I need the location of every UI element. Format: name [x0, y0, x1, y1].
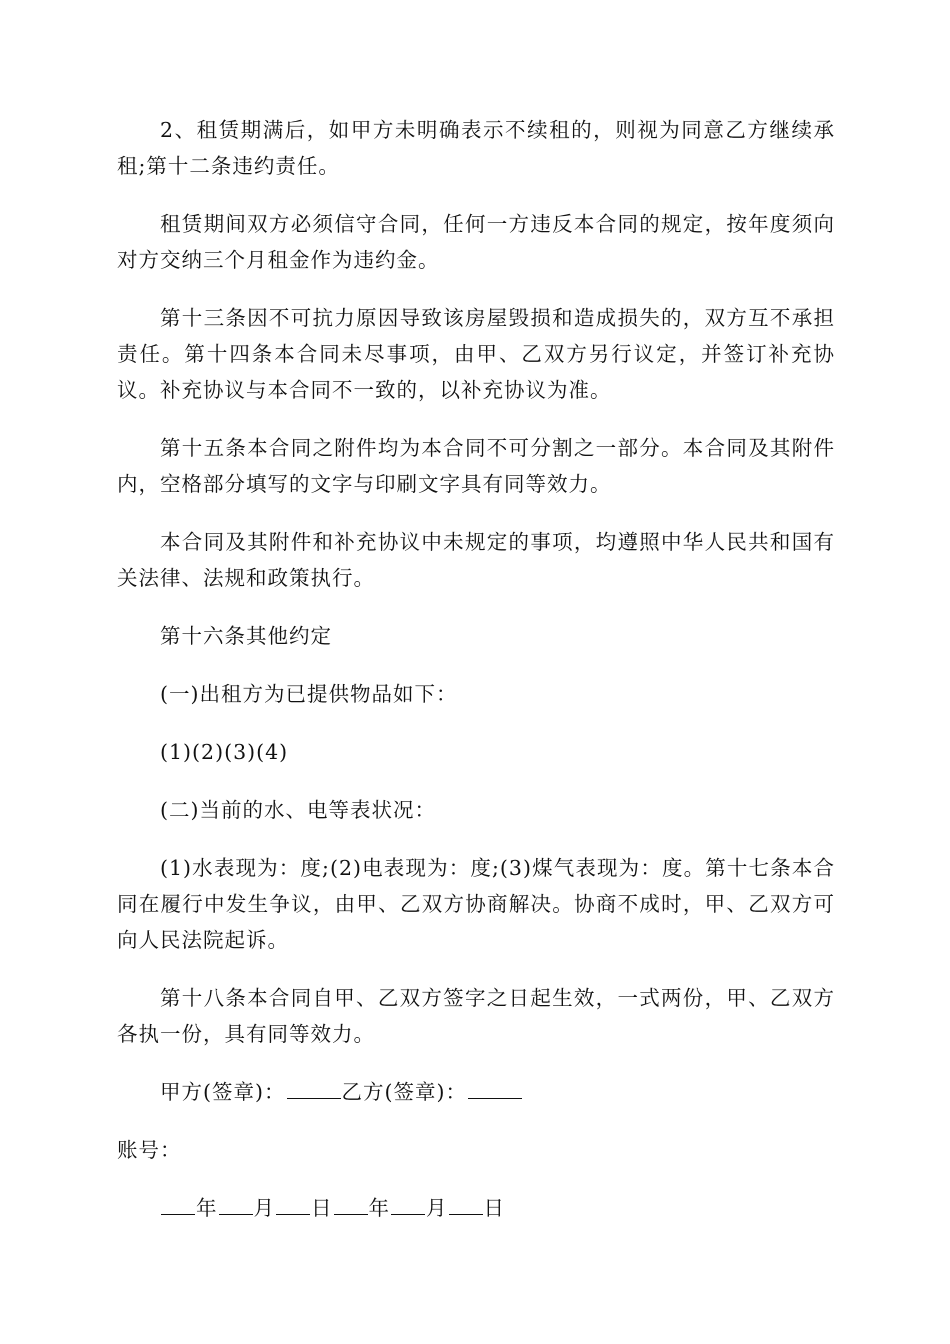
signature-line — [117, 1074, 835, 1110]
paragraph-article-18: 第十八条本合同自甲、乙双方签字之日起生效，一式两份，甲、乙双方各执一份，具有同等效力。 — [117, 986, 835, 1046]
day-label-a: 日 — [311, 1196, 333, 1220]
year-label-b: 年 — [368, 1196, 390, 1220]
paragraph-article-13-14: 第十三条因不可抗力原因导致该房屋毁损和造成损失的，双方互不承担责任。第十四条本合同未尽事项，由甲、乙双方另行议定，并签订补充协议。补充协议与本合同不一致的，以补充协议为准。 — [117, 306, 835, 402]
year-blank-a[interactable] — [161, 1194, 195, 1216]
paragraph-applicable-law: 本合同及其附件和补充协议中未规定的事项，均遵照中华人民共和国有关法律、法规和政策执行。 — [117, 530, 835, 590]
paragraph-article-16-heading: 第十六条其他约定 — [160, 624, 332, 648]
day-blank-b[interactable] — [449, 1194, 483, 1216]
account-label: 账号： — [117, 1138, 182, 1162]
paragraph-meter-status-heading: (二)当前的水、电等表状况： — [160, 798, 436, 822]
account-line — [117, 1132, 835, 1168]
month-blank-a[interactable] — [219, 1194, 253, 1216]
year-blank-b[interactable] — [334, 1194, 368, 1216]
party-a-signature-blank[interactable] — [287, 1078, 341, 1100]
party-a-signature-label: 甲方(签章)： — [160, 1080, 286, 1104]
month-label-a: 月 — [253, 1196, 275, 1220]
paragraph-breach-penalty: 租赁期间双方必须信守合同，任何一方违反本合同的规定，按年度须向对方交纳三个月租金作为违约金。 — [117, 212, 835, 272]
day-blank-a[interactable] — [276, 1194, 310, 1216]
paragraph-lease-expiry: 2、租赁期满后，如甲方未明确表示不续租的，则视为同意乙方继续承租;第十二条违约责任。 — [117, 118, 835, 178]
month-label-b: 月 — [426, 1196, 448, 1220]
party-b-signature-label: 乙方(签章)： — [341, 1080, 467, 1104]
paragraph-item-list: (1)(2)(3)(4) — [160, 740, 289, 764]
month-blank-b[interactable] — [391, 1194, 425, 1216]
contract-page — [117, 112, 835, 1248]
year-label-a: 年 — [196, 1196, 218, 1220]
paragraph-items-provided: (一)出租方为已提供物品如下： — [160, 682, 458, 706]
date-line — [117, 1190, 835, 1226]
party-b-signature-blank[interactable] — [468, 1078, 522, 1100]
day-label-b: 日 — [483, 1196, 505, 1220]
paragraph-article-15: 第十五条本合同之附件均为本合同不可分割之一部分。本合同及其附件内，空格部分填写的文字与印刷文字具有同等效力。 — [117, 436, 835, 496]
paragraph-meter-readings-article-17: (1)水表现为：度;(2)电表现为：度;(3)煤气表现为：度。第十七条本合同在履行中发生争议，由甲、乙双方协商解决。协商不成时，甲、乙双方可向人民法院起诉。 — [117, 856, 835, 952]
